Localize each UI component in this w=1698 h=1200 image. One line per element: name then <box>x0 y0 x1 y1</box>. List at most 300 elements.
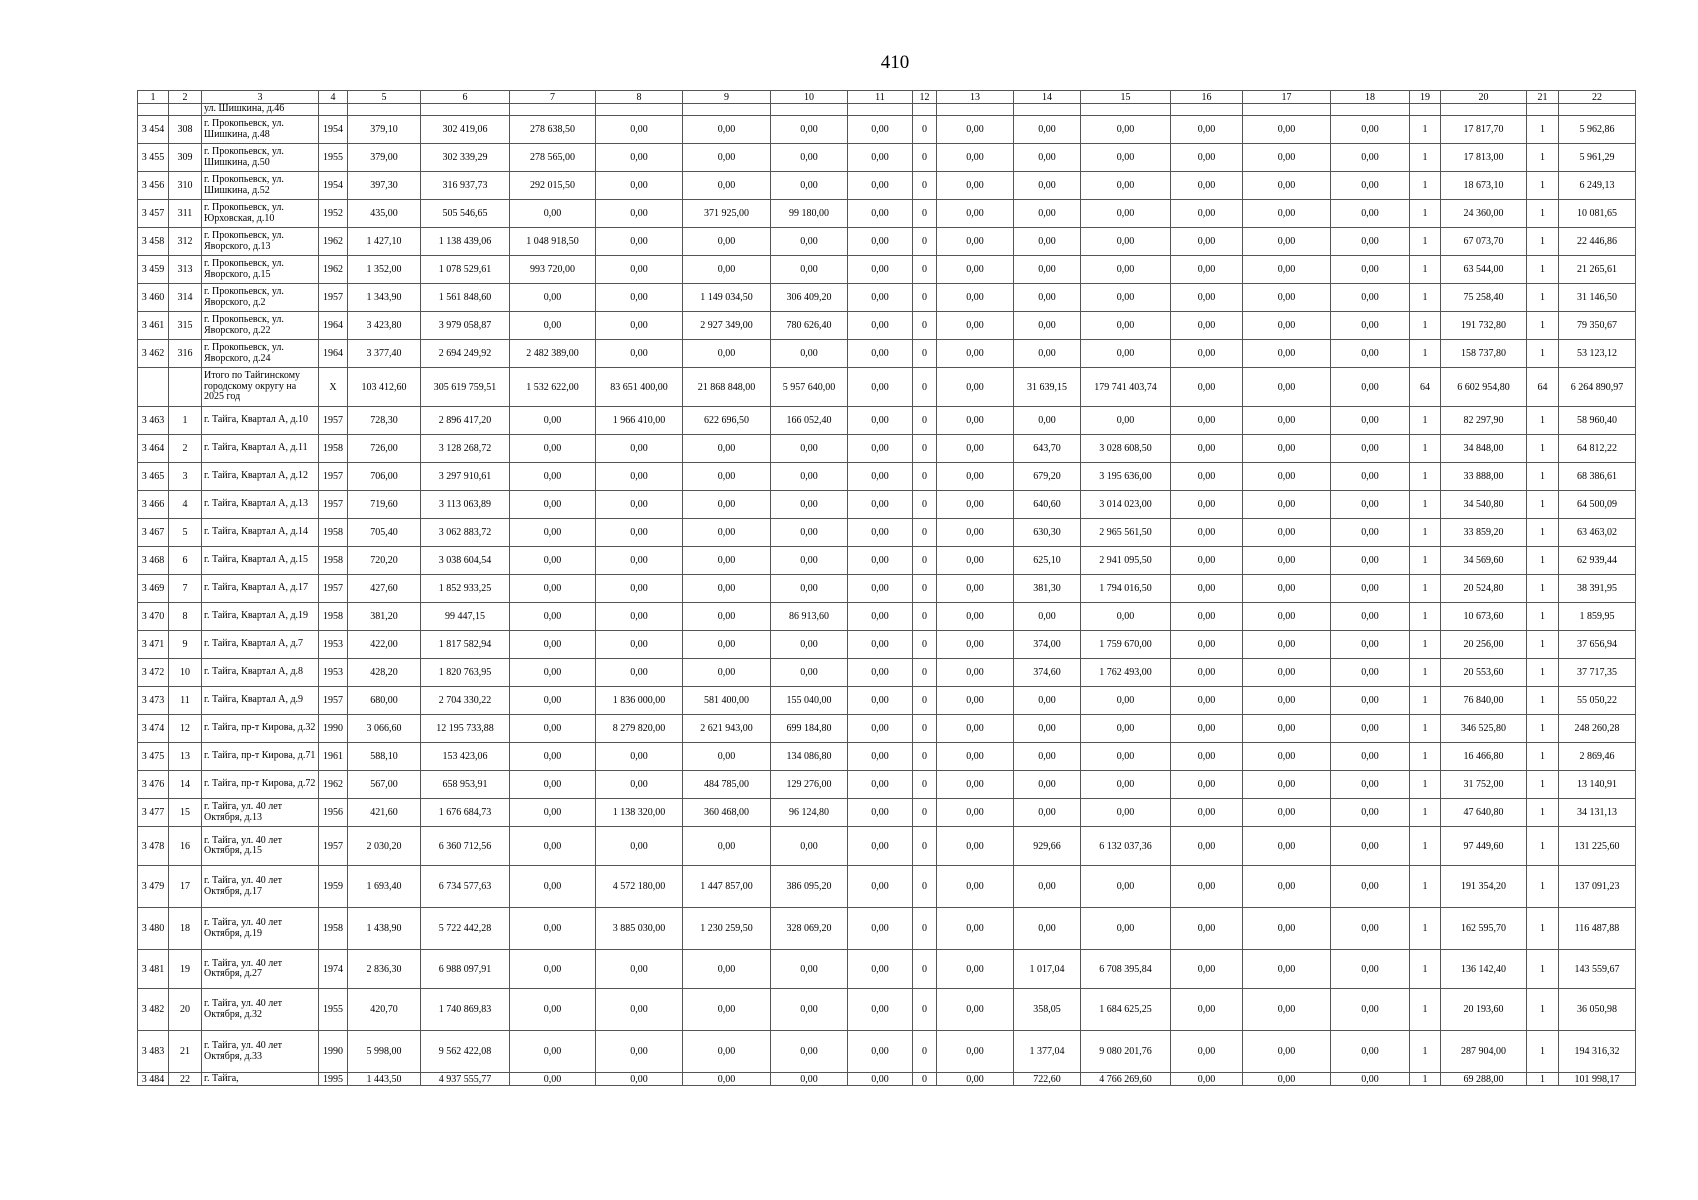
table-cell: 0,00 <box>848 866 913 908</box>
table-row <box>138 771 1636 799</box>
table-cell: 1957 <box>319 407 348 435</box>
table-cell: 0,00 <box>848 284 913 312</box>
table-cell: 0,00 <box>510 435 596 463</box>
table-cell: 1 447 857,00 <box>683 866 771 908</box>
table-cell: 0,00 <box>1171 547 1243 575</box>
table-cell: 292 015,50 <box>510 172 596 200</box>
address-cell: г. Тайга, Квартал А, д.9 <box>202 687 319 715</box>
table-cell: 421,60 <box>348 799 421 827</box>
table-row <box>138 435 1636 463</box>
table-row <box>138 827 1636 866</box>
address-cell: г. Тайга, Квартал А, д.19 <box>202 603 319 631</box>
table-cell: 69 288,00 <box>1441 1073 1527 1086</box>
table-cell: 0,00 <box>1331 989 1410 1031</box>
table-cell <box>1559 104 1636 116</box>
table-cell: 0,00 <box>596 228 683 256</box>
table-cell: 3 482 <box>138 989 169 1031</box>
table-row <box>138 631 1636 659</box>
table-cell: 1 <box>1527 1073 1559 1086</box>
table-cell: 0,00 <box>1331 743 1410 771</box>
table-cell: 0,00 <box>1331 519 1410 547</box>
table-cell: 328 069,20 <box>771 908 848 950</box>
table-cell: 0,00 <box>848 407 913 435</box>
table-cell: 0,00 <box>848 144 913 172</box>
table-cell: 31 146,50 <box>1559 284 1636 312</box>
table-cell: 567,00 <box>348 771 421 799</box>
table-cell: 0,00 <box>1081 284 1171 312</box>
table-cell: 1 <box>1527 463 1559 491</box>
table-cell: 0,00 <box>1171 463 1243 491</box>
table-cell: 0,00 <box>510 575 596 603</box>
table-cell: 1 <box>1527 771 1559 799</box>
table-cell: 62 939,44 <box>1559 547 1636 575</box>
table-cell: 0,00 <box>1331 435 1410 463</box>
table-cell: 0,00 <box>1081 715 1171 743</box>
table-cell: 0,00 <box>596 603 683 631</box>
table-cell: 1 <box>1527 256 1559 284</box>
table-cell: 0,00 <box>596 1073 683 1086</box>
table-cell: 0,00 <box>937 491 1014 519</box>
table-cell: 278 638,50 <box>510 116 596 144</box>
table-cell: 316 937,73 <box>421 172 510 200</box>
table-cell: 0,00 <box>510 1031 596 1073</box>
table-cell: 53 123,12 <box>1559 340 1636 368</box>
table-cell <box>937 104 1014 116</box>
table-cell: 0,00 <box>1331 256 1410 284</box>
table-cell: 1957 <box>319 491 348 519</box>
table-cell: 16 466,80 <box>1441 743 1527 771</box>
table-cell: 0,00 <box>683 827 771 866</box>
table-cell: 0,00 <box>1171 771 1243 799</box>
table-cell: 0,00 <box>771 340 848 368</box>
table-cell: 0,00 <box>1243 715 1331 743</box>
table-cell: 302 419,06 <box>421 116 510 144</box>
table-cell: 0,00 <box>596 519 683 547</box>
table-cell: 0,00 <box>1171 715 1243 743</box>
column-number-cell: 11 <box>848 91 913 104</box>
address-cell: г. Тайга, Квартал А, д.11 <box>202 435 319 463</box>
table-cell: 0,00 <box>937 575 1014 603</box>
table-cell: 0,00 <box>1081 172 1171 200</box>
table-cell: 0 <box>913 463 937 491</box>
table-cell <box>421 104 510 116</box>
table-cell: 1 <box>1527 827 1559 866</box>
table-row <box>138 687 1636 715</box>
table-cell: 22 446,86 <box>1559 228 1636 256</box>
table-cell: 0,00 <box>848 200 913 228</box>
table-cell: 0,00 <box>683 435 771 463</box>
table-cell: 305 619 759,51 <box>421 368 510 407</box>
table-cell: 311 <box>169 200 202 228</box>
table-cell: 0,00 <box>1331 547 1410 575</box>
table-cell: 0,00 <box>683 1073 771 1086</box>
table-cell: 20 256,00 <box>1441 631 1527 659</box>
table-cell: 0,00 <box>1081 340 1171 368</box>
table-cell: 1 017,04 <box>1014 950 1081 989</box>
table-cell: 131 225,60 <box>1559 827 1636 866</box>
table-cell: 0,00 <box>1243 200 1331 228</box>
column-number-cell: 5 <box>348 91 421 104</box>
table-cell: 0 <box>913 200 937 228</box>
table-cell: 18 673,10 <box>1441 172 1527 200</box>
table-cell: 1961 <box>319 743 348 771</box>
table-cell: 0,00 <box>1243 144 1331 172</box>
table-cell: 0,00 <box>510 866 596 908</box>
table-cell: 0,00 <box>771 463 848 491</box>
table-cell: 287 904,00 <box>1441 1031 1527 1073</box>
register-table <box>137 90 1636 1086</box>
table-cell: 191 354,20 <box>1441 866 1527 908</box>
table-cell: 0,00 <box>771 989 848 1031</box>
table-cell: 134 086,80 <box>771 743 848 771</box>
table-cell: 0,00 <box>1243 228 1331 256</box>
table-cell: 63 463,02 <box>1559 519 1636 547</box>
table-cell: 0,00 <box>1014 312 1081 340</box>
table-cell: 1 532 622,00 <box>510 368 596 407</box>
address-cell: г. Тайга, ул. 40 лет Октября, д.32 <box>202 989 319 1031</box>
table-cell: 191 732,80 <box>1441 312 1527 340</box>
table-cell: 0,00 <box>937 1073 1014 1086</box>
table-cell: 3 377,40 <box>348 340 421 368</box>
table-cell: 18 <box>169 908 202 950</box>
table-row <box>138 950 1636 989</box>
table-cell: 0,00 <box>510 312 596 340</box>
table-cell: 0,00 <box>1243 491 1331 519</box>
address-cell: г. Тайга, Квартал А, д.7 <box>202 631 319 659</box>
table-cell: 0,00 <box>1243 368 1331 407</box>
table-cell: 1 443,50 <box>348 1073 421 1086</box>
table-cell: 12 195 733,88 <box>421 715 510 743</box>
table-cell <box>596 104 683 116</box>
table-cell: 0,00 <box>1171 144 1243 172</box>
table-row <box>138 659 1636 687</box>
table-row <box>138 1073 1636 1086</box>
table-cell: 6 734 577,63 <box>421 866 510 908</box>
table-cell: 0,00 <box>1014 116 1081 144</box>
table-cell: 0,00 <box>1243 603 1331 631</box>
table-cell: 0,00 <box>1171 284 1243 312</box>
table-cell: 0,00 <box>596 631 683 659</box>
table-cell: 0,00 <box>683 144 771 172</box>
table-cell: 374,60 <box>1014 659 1081 687</box>
table-cell: 0,00 <box>1171 172 1243 200</box>
table-cell: 20 <box>169 989 202 1031</box>
table-cell: 1 <box>1410 519 1441 547</box>
table-cell: 0,00 <box>771 547 848 575</box>
table-cell: 1 <box>1527 228 1559 256</box>
table-cell: 315 <box>169 312 202 340</box>
table-cell: 0,00 <box>1171 866 1243 908</box>
table-cell: 379,10 <box>348 116 421 144</box>
address-cell: г. Тайга, пр-т Кирова, д.72 <box>202 771 319 799</box>
table-cell: 0,00 <box>1171 256 1243 284</box>
table-row <box>138 603 1636 631</box>
table-cell: 1 078 529,61 <box>421 256 510 284</box>
table-cell: 3 014 023,00 <box>1081 491 1171 519</box>
table-cell: 1 <box>1527 799 1559 827</box>
table-cell: 0,00 <box>771 1031 848 1073</box>
table-cell: 3 062 883,72 <box>421 519 510 547</box>
table-cell: 0,00 <box>1081 256 1171 284</box>
table-cell: 0,00 <box>1331 284 1410 312</box>
table-cell: 0,00 <box>1243 312 1331 340</box>
table-cell: 0,00 <box>848 631 913 659</box>
table-cell: 0,00 <box>683 340 771 368</box>
table-cell: 1 138 320,00 <box>596 799 683 827</box>
table-cell: 0,00 <box>848 743 913 771</box>
table-cell: 0,00 <box>1171 519 1243 547</box>
table-cell: 0,00 <box>510 1073 596 1086</box>
table-cell: 0,00 <box>1081 603 1171 631</box>
table-cell: 0,00 <box>596 116 683 144</box>
table-cell: 0,00 <box>937 715 1014 743</box>
table-cell: 0,00 <box>596 312 683 340</box>
table-cell: 0,00 <box>1081 908 1171 950</box>
table-cell: 346 525,80 <box>1441 715 1527 743</box>
table-cell: 379,00 <box>348 144 421 172</box>
table-cell: 0,00 <box>1014 172 1081 200</box>
table-cell <box>1243 104 1331 116</box>
table-cell: 0,00 <box>771 228 848 256</box>
table-cell: 0,00 <box>1014 144 1081 172</box>
table-cell: 16 <box>169 827 202 866</box>
table-cell: 3 483 <box>138 1031 169 1073</box>
table-cell: 13 <box>169 743 202 771</box>
table-cell: 0,00 <box>848 1031 913 1073</box>
table-cell: 1 <box>1410 771 1441 799</box>
table-cell: 625,10 <box>1014 547 1081 575</box>
table-cell: 3 462 <box>138 340 169 368</box>
table-cell: 0,00 <box>1331 340 1410 368</box>
table-cell: 0,00 <box>683 463 771 491</box>
table-cell: 99 180,00 <box>771 200 848 228</box>
table-cell: 1 <box>1527 908 1559 950</box>
table-cell: 0,00 <box>771 950 848 989</box>
table-cell: 313 <box>169 256 202 284</box>
table-cell: 0,00 <box>1331 116 1410 144</box>
table-cell: 0,00 <box>1171 659 1243 687</box>
table-cell: 0,00 <box>937 827 1014 866</box>
table-cell <box>319 104 348 116</box>
table-cell: 17 817,70 <box>1441 116 1527 144</box>
table-cell: 0,00 <box>937 256 1014 284</box>
table-cell: 0,00 <box>1331 1031 1410 1073</box>
table-cell: 397,30 <box>348 172 421 200</box>
table-cell: 1 966 410,00 <box>596 407 683 435</box>
table-cell: 3 471 <box>138 631 169 659</box>
column-number-cell: 8 <box>596 91 683 104</box>
table-cell: 1 <box>1410 463 1441 491</box>
table-cell: 0,00 <box>683 743 771 771</box>
column-number-cell: 13 <box>937 91 1014 104</box>
table-cell: 0,00 <box>937 340 1014 368</box>
table-cell: 1 <box>1527 435 1559 463</box>
table-cell: 0,00 <box>683 228 771 256</box>
table-cell: 1 836 000,00 <box>596 687 683 715</box>
column-number-cell: 17 <box>1243 91 1331 104</box>
table-cell: 5 957 640,00 <box>771 368 848 407</box>
table-cell: 0,00 <box>1081 116 1171 144</box>
table-cell: 1 <box>1410 575 1441 603</box>
table-cell: 381,30 <box>1014 575 1081 603</box>
table-cell: 0,00 <box>937 312 1014 340</box>
table-cell: 1 <box>1410 715 1441 743</box>
table-cell: 1 <box>1527 575 1559 603</box>
table-cell: 36 050,98 <box>1559 989 1636 1031</box>
column-number-cell: 22 <box>1559 91 1636 104</box>
table-cell: 0 <box>913 743 937 771</box>
table-row <box>138 172 1636 200</box>
table-cell: 658 953,91 <box>421 771 510 799</box>
table-cell: 22 <box>169 1073 202 1086</box>
table-cell: 0,00 <box>848 368 913 407</box>
table-cell: 3 475 <box>138 743 169 771</box>
column-number-row <box>138 91 1636 104</box>
table-cell <box>1527 104 1559 116</box>
table-cell: 0,00 <box>1243 771 1331 799</box>
table-cell: 20 524,80 <box>1441 575 1527 603</box>
table-row <box>138 908 1636 950</box>
table-cell <box>913 104 937 116</box>
table-cell: 0,00 <box>1014 340 1081 368</box>
table-cell: 0,00 <box>937 989 1014 1031</box>
table-cell: 0,00 <box>510 491 596 519</box>
table-cell: 0,00 <box>937 743 1014 771</box>
table-cell: 310 <box>169 172 202 200</box>
table-cell: 0,00 <box>937 687 1014 715</box>
table-cell: 0,00 <box>771 172 848 200</box>
table-cell: 0,00 <box>848 491 913 519</box>
table-cell: 3 454 <box>138 116 169 144</box>
column-number-cell: 4 <box>319 91 348 104</box>
table-cell: 1 <box>1527 144 1559 172</box>
table-cell: 0,00 <box>1243 172 1331 200</box>
table-cell: 1 <box>1410 144 1441 172</box>
table-cell: 58 960,40 <box>1559 407 1636 435</box>
table-cell: 0,00 <box>771 116 848 144</box>
table-cell: 0,00 <box>771 435 848 463</box>
table-cell: 0,00 <box>683 256 771 284</box>
table-cell: 153 423,06 <box>421 743 510 771</box>
table-cell: 1 <box>1527 284 1559 312</box>
address-cell: г. Тайга, ул. 40 лет Октября, д.27 <box>202 950 319 989</box>
table-cell: 0,00 <box>1014 715 1081 743</box>
table-cell: 0,00 <box>1171 575 1243 603</box>
column-number-cell: 15 <box>1081 91 1171 104</box>
address-cell: г. Тайга, пр-т Кирова, д.32 <box>202 715 319 743</box>
table-cell: 0,00 <box>510 827 596 866</box>
table-cell: 1 <box>1527 743 1559 771</box>
table-cell: 0,00 <box>937 771 1014 799</box>
table-cell: 0,00 <box>937 463 1014 491</box>
table-cell: 3 469 <box>138 575 169 603</box>
table-cell: 0 <box>913 284 937 312</box>
table-cell: 20 553,60 <box>1441 659 1527 687</box>
table-cell: 1 <box>1527 547 1559 575</box>
table-cell: 7 <box>169 575 202 603</box>
table-cell: 2 965 561,50 <box>1081 519 1171 547</box>
table-cell: 2 927 349,00 <box>683 312 771 340</box>
table-cell: 1 <box>1527 659 1559 687</box>
table-cell: 1957 <box>319 827 348 866</box>
table-cell: 1 <box>1410 284 1441 312</box>
table-cell: 0,00 <box>1171 435 1243 463</box>
table-cell: 3 113 063,89 <box>421 491 510 519</box>
address-cell: г. Прокопьевск, ул. Яворского, д.15 <box>202 256 319 284</box>
table-cell: 0,00 <box>937 659 1014 687</box>
table-cell: 1958 <box>319 908 348 950</box>
table-cell: 428,20 <box>348 659 421 687</box>
table-cell: 722,60 <box>1014 1073 1081 1086</box>
table-cell: 728,30 <box>348 407 421 435</box>
table-cell: 0,00 <box>1243 687 1331 715</box>
table-cell: 0,00 <box>596 340 683 368</box>
table-row <box>138 491 1636 519</box>
table-cell: 0,00 <box>1243 950 1331 989</box>
table-cell: 0,00 <box>596 827 683 866</box>
table-cell: 17 <box>169 866 202 908</box>
table-cell: 0,00 <box>510 603 596 631</box>
table-cell: 97 449,60 <box>1441 827 1527 866</box>
table-cell: 33 888,00 <box>1441 463 1527 491</box>
table-cell <box>1441 104 1527 116</box>
table-row <box>138 228 1636 256</box>
table-cell: 0 <box>913 1073 937 1086</box>
table-cell: 4 572 180,00 <box>596 866 683 908</box>
address-cell: г. Тайга, ул. 40 лет Октября, д.13 <box>202 799 319 827</box>
table-cell: 9 562 422,08 <box>421 1031 510 1073</box>
table-cell: 278 565,00 <box>510 144 596 172</box>
table-cell: 3 128 268,72 <box>421 435 510 463</box>
table-cell: 0 <box>913 799 937 827</box>
table-cell: 993 720,00 <box>510 256 596 284</box>
table-cell: 1958 <box>319 435 348 463</box>
table-cell: 0,00 <box>848 575 913 603</box>
table-cell: 20 193,60 <box>1441 989 1527 1031</box>
table-cell: 0,00 <box>683 575 771 603</box>
table-cell: 0,00 <box>1081 312 1171 340</box>
table-cell: 3 476 <box>138 771 169 799</box>
column-number-cell: 6 <box>421 91 510 104</box>
table-cell: 34 540,80 <box>1441 491 1527 519</box>
table-cell: 3 468 <box>138 547 169 575</box>
table-cell: 1958 <box>319 547 348 575</box>
table-cell <box>138 368 169 407</box>
table-cell: 0,00 <box>848 603 913 631</box>
table-row <box>138 407 1636 435</box>
table-cell: 0,00 <box>683 519 771 547</box>
table-cell: 0,00 <box>848 228 913 256</box>
table-cell: 0,00 <box>848 312 913 340</box>
table-cell: 1957 <box>319 284 348 312</box>
table-cell: 0 <box>913 172 937 200</box>
table-cell: 0,00 <box>848 256 913 284</box>
column-number-cell: 1 <box>138 91 169 104</box>
table-cell: 10 673,60 <box>1441 603 1527 631</box>
table-cell: 3 038 604,54 <box>421 547 510 575</box>
table-cell: 1 740 869,83 <box>421 989 510 1031</box>
table-cell: 0,00 <box>1243 519 1331 547</box>
table-cell: 0,00 <box>1171 340 1243 368</box>
table-cell: 640,60 <box>1014 491 1081 519</box>
table-cell: 0,00 <box>596 284 683 312</box>
table-cell: 1 684 625,25 <box>1081 989 1171 1031</box>
column-number-cell: 10 <box>771 91 848 104</box>
table-cell: 14 <box>169 771 202 799</box>
table-cell: 13 140,91 <box>1559 771 1636 799</box>
table-cell: 33 859,20 <box>1441 519 1527 547</box>
table-cell: 0,00 <box>1331 172 1410 200</box>
